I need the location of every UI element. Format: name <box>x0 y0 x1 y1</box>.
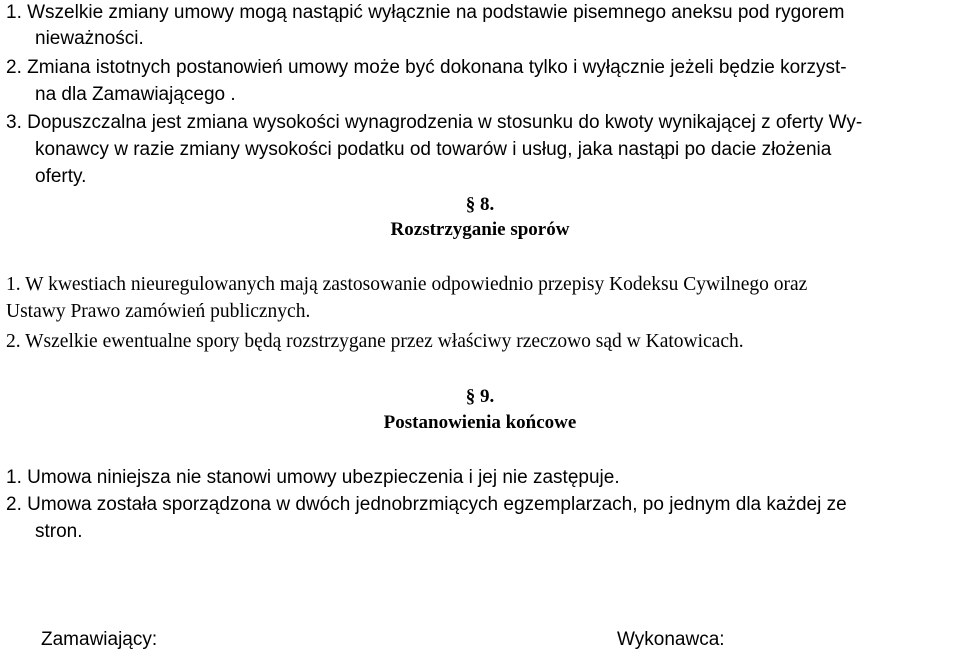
clause-7-1-line-2: nieważności. <box>35 28 144 49</box>
clause-9-1: 1. Umowa niniejsza nie stanowi umowy ubezpieczenia i jej nie zastępuje. <box>6 467 620 488</box>
section-8-number: § 8. <box>465 194 495 215</box>
clause-7-2-line-1: 2. Zmiana istotnych postanowień umowy może być dokonana tylko i wyłącznie jeżeli będzie korzyst- <box>6 57 847 78</box>
signature-label-contractor: Wykonawca: <box>617 629 725 650</box>
clause-7-3-line-2: konawcy w razie zmiany wysokości podatku od towarów i usług, jaka nastąpi po dacie złożenia <box>35 139 832 160</box>
clause-8-2: 2. Wszelkie ewentualne spory będą rozstrzygane przez właściwy rzeczowo sąd w Katowicach. <box>6 331 744 352</box>
section-8-title: Rozstrzyganie sporów <box>390 219 570 240</box>
clause-7-2-line-2: na dla Zamawiającego . <box>35 84 236 105</box>
clause-9-2-line-2: stron. <box>35 521 83 542</box>
clause-8-1-line-1: 1. W kwestiach nieuregulowanych mają zastosowanie odpowiednio przepisy Kodeksu Cywilnego oraz <box>6 274 808 295</box>
clause-7-1-line-1: 1. Wszelkie zmiany umowy mogą nastąpić wyłącznie na podstawie pisemnego aneksu pod rygorem <box>6 2 845 23</box>
clause-7-3-line-1: 3. Dopuszczalna jest zmiana wysokości wynagrodzenia w stosunku do kwoty wynikającej z oferty Wy- <box>6 112 863 133</box>
clause-9-2-line-1: 2. Umowa została sporządzona w dwóch jednobrzmiących egzemplarzach, po jednym dla każdej ze <box>6 494 847 515</box>
clause-8-1-line-2: Ustawy Prawo zamówień publicznych. <box>6 301 311 322</box>
section-9-number: § 9. <box>465 386 495 407</box>
signature-label-ordering-party: Zamawiający: <box>41 629 158 650</box>
clause-7-3-line-3: oferty. <box>35 166 87 187</box>
section-9-title: Postanowienia końcowe <box>383 412 577 433</box>
